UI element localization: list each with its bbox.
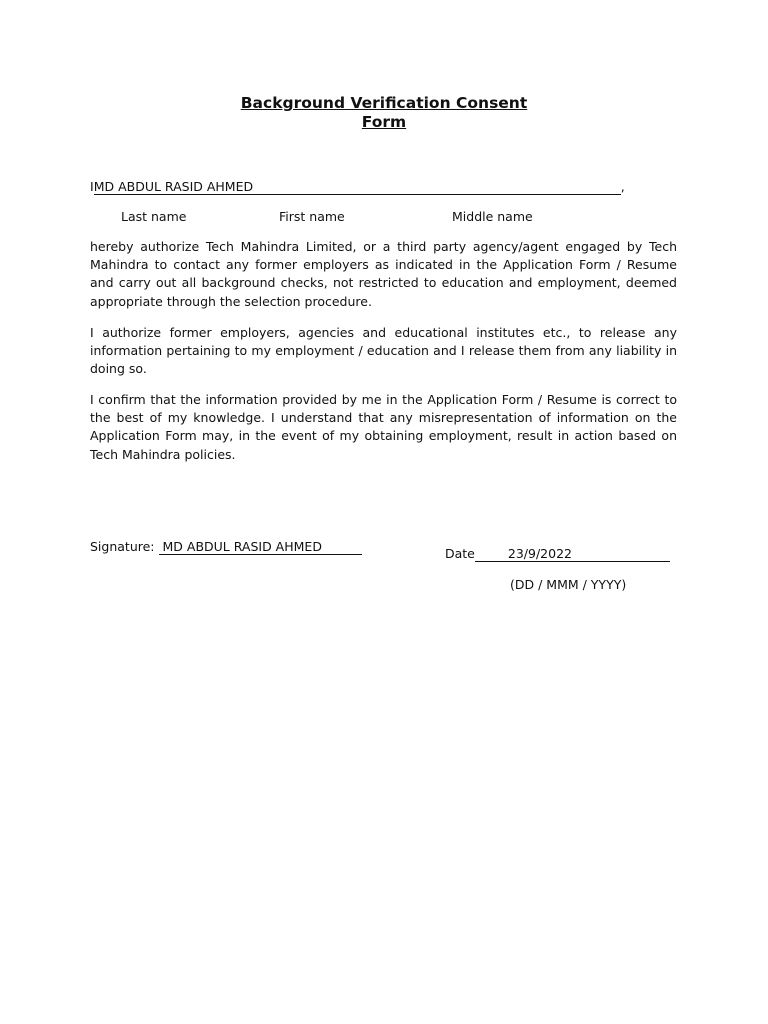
name-suffix: , — [620, 179, 625, 194]
date-value: 23/9/2022 — [507, 546, 572, 561]
signature-label: Signature: — [90, 539, 155, 554]
signature-field[interactable] — [159, 539, 362, 555]
form-title — [200, 94, 568, 132]
date-label: Date — [445, 546, 475, 561]
authorization-paragraph: hereby authorize Tech Mahindra Limited, or a third party agency/agent engaged by Tech Mahindra to contact any former employers as indicated in the Application Form / Resume and carry out all background checks, not restricted to education and employment, deemed appropriate through the selection procedure. — [90, 239, 677, 309]
last-name-label: Last name — [121, 209, 187, 224]
signature-value: MD ABDUL RASID AHMED — [162, 539, 322, 554]
first-name-label: First name — [279, 209, 345, 224]
date-field[interactable] — [475, 546, 670, 562]
form-title-line-2: Form — [361, 113, 407, 131]
signature-row — [90, 538, 362, 555]
applicant-name-field[interactable] — [94, 179, 621, 195]
applicant-name-row — [90, 178, 630, 195]
applicant-name-value: MD ABDUL RASID AHMED — [93, 179, 254, 194]
middle-name-label: Middle name — [452, 209, 533, 224]
form-title-line-1: Background Verification Consent — [240, 94, 528, 112]
name-prefix: I — [90, 179, 94, 194]
release-paragraph: I authorize former employers, agencies and educational institutes etc., to release any information pertaining to my employment / education and I release them from any liability in doing so. — [90, 325, 677, 377]
confirmation-paragraph: I confirm that the information provided by me in the Application Form / Resume is correct to the best of my knowledge. I understand that any misrepresentation of information on the Application Form may, in the event of my obtaining employment, result in action based on Tech Mahindra policies. — [90, 392, 677, 462]
date-row — [445, 545, 670, 562]
date-format-hint: (DD / MMM / YYYY) — [510, 577, 627, 592]
